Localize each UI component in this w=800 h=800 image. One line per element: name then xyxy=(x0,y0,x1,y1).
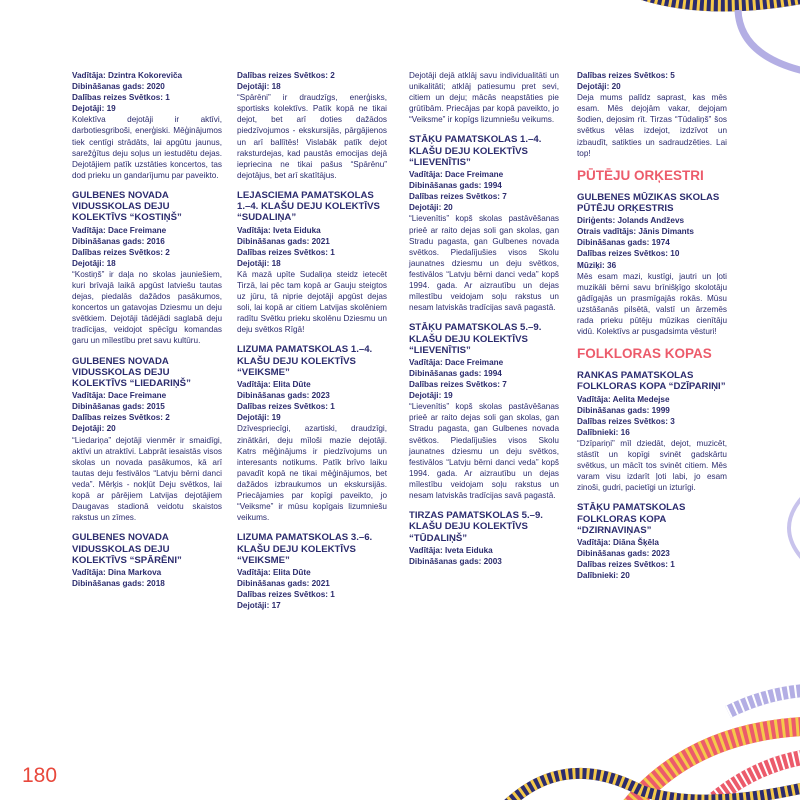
entry-meta: Dibināšanas gads: 1974 xyxy=(577,238,670,248)
page-number: 180 xyxy=(22,764,58,787)
entry-meta: Dejotāji: 18 xyxy=(237,82,281,92)
entry-title: STĀĶU PAMATSKOLAS FOLKLORAS KOPA “DZIRNAVIŅAS” xyxy=(577,502,686,536)
entry-description: “Kostiņš” ir daļa no skolas jauniešiem, kuri brīvajā laikā apgūst latviešu tautas dejas, piedalās dažādos pasākumos, koncertos un gatavojas Dziesmu un deju svētkiem. Dejotāji tādējādi saglabā deju tradīcijas, veidojot spēcīgu komandas garu un mīlestību pret savu kultūru. xyxy=(72,269,222,346)
entry-title: GULBENES NOVADA VIDUSSKOLAS DEJU KOLEKTĪVS “KOSTIŅŠ” xyxy=(72,189,182,224)
entry-title: STĀĶU PAMATSKOLAS 1.–4. KLAŠU DEJU KOLEKTĪVS “LIEVENĪTIS” xyxy=(409,134,542,168)
entry-meta: Dalības reizes Svētkos: 3 xyxy=(577,416,675,426)
entry-title: GULBENES MŪZIKAS SKOLAS PŪTĒJU ORĶESTRIS xyxy=(577,191,720,214)
entry-meta: Dalības reizes Svētkos: 7 xyxy=(409,380,507,390)
entry-description: “Lievenītis” kopš skolas pastāvēšanas prieē ar raito dejas soli gan skolas, gan Stradu pagasta, gan Gulbenes novada svētkos. Piedalījušies visos Skolu jaunatnes dziesmu un deju svētkos, festivālos “Latvju bērni danci veda” kopš 1994. gada. Ar aizrautību un dejas mīlestību veidojam soļu rakstus un nesam latviskās tradīcijas savā pagastā. xyxy=(409,214,559,313)
entry-veiksme-3-6 xyxy=(237,532,387,611)
entry-veiksme-1-4 xyxy=(237,344,387,523)
entry-meta: Dalības reizes Svētkos: 1 xyxy=(237,247,335,257)
column-1 xyxy=(72,70,222,598)
entry-meta: Dejotāji: 18 xyxy=(72,258,116,268)
entry-meta: Vadītāja: Dace Freimane xyxy=(72,391,167,401)
entry-meta: Dalības reizes Svētkos: 1 xyxy=(237,402,335,412)
entry-spareni xyxy=(72,532,222,589)
entry-meta: Vadītāja: Dina Markova xyxy=(72,567,162,577)
right-lavender-arc xyxy=(789,486,800,570)
bottom-right-lavender-stripe xyxy=(728,690,800,712)
entry-meta: Dalības reizes Svētkos: 2 xyxy=(72,413,170,423)
entry-gulbenes-orkestris xyxy=(577,192,727,337)
entry-meta: Dibināšanas gads: 2023 xyxy=(577,549,670,559)
entry-meta: Dejotāji: 20 xyxy=(72,424,116,434)
bottom-yellow-wave-stripe xyxy=(500,773,800,800)
entry-description: Mēs esam mazi, kustīgi, jautri un ļoti muzikāli bērni savu brīnišķīgo skolotāju gādīgajās un prasmīgajās rokās. Mūsu uzstāšanās pilsētā, valstī un ārzemēs rada prieku pūtēju mūzikas cienītāju vidū. Kolektīvs ar pusgadsimta vēsturi! xyxy=(577,271,727,337)
entry-sudalina xyxy=(237,190,387,336)
entry-description: “Lievenītis” kopš skolas pastāvēšanas prieē ar raito dejas soli gan skolas, gan Stradu pagasta, gan Gulbenes novada svētkos. Piedalījušies visos Skolu jaunatnes dziesmu un deju svētkos, festivālos “Latvju bērni danci veda” kopš 1994. gada. Ar aizrautību un dejas mīlestību veidojam soļu rakstus un nesam latviskās tradīcijas savā pagastā. xyxy=(409,402,559,501)
entry-meta: Dejotāji: 17 xyxy=(237,601,281,611)
entry-tudalins xyxy=(409,510,559,567)
entry-kostins xyxy=(72,190,222,347)
entry-meta: Vadītāja: Iveta Eiduka xyxy=(237,225,321,235)
entry-liedarins xyxy=(72,356,222,524)
entry-meta: Dalības reizes Svētkos: 1 xyxy=(72,93,170,103)
entry-meta: Mūziķi: 36 xyxy=(577,260,617,270)
entry-meta: Dibināšanas gads: 2003 xyxy=(409,556,502,566)
entry-continued-kolektivs xyxy=(72,70,222,181)
entry-meta: Vadītāja: Elita Dūte xyxy=(237,380,311,390)
entry-meta: Dalības reizes Svētkos: 2 xyxy=(72,247,170,257)
entry-meta: Vadītāja: Elita Dūte xyxy=(237,567,311,577)
entry-title: TIRZAS PAMATSKOLAS 5.–9. KLAŠU DEJU KOLEKTĪVS “TŪDALIŅŠ” xyxy=(409,510,543,544)
entry-meta: Dalībnieki: 16 xyxy=(577,427,630,437)
entry-meta: Dibināšanas gads: 2015 xyxy=(72,402,165,412)
top-right-stripe-band xyxy=(642,0,800,6)
column-3 xyxy=(409,70,559,576)
entry-meta: Dalības reizes Svētkos: 10 xyxy=(577,249,680,259)
entry-meta: Dalības reizes Svētkos: 7 xyxy=(409,192,507,202)
top-right-lavender-arc xyxy=(738,10,800,74)
entry-meta: Dibināšanas gads: 1994 xyxy=(409,369,502,378)
section-heading-puteju-orkestri: PŪTĒJU ORĶESTRI xyxy=(577,167,704,183)
entry-meta: Dejotāji: 20 xyxy=(577,82,621,92)
entry-continued-spareni xyxy=(237,70,387,181)
entry-meta: Dalības reizes Svētkos: 1 xyxy=(577,560,675,570)
entry-dziparini xyxy=(577,370,727,493)
entry-meta: Dalībnieki: 20 xyxy=(577,571,630,581)
entry-description: “Liedariņa” dejotāji vienmēr ir smaidīgi, aktīvi un atraktīvi. Labprāt iesaistās visos skolas un novada pasākumos, kā arī tautas deju festivālos “Latvju bērni danci veda”. Mērķis - nokļūt Deju svētkos, lai kopā ar pārējiem Latvijas dejotājiem Daugavas stadionā veidotu skaistos rakstus un zīmes. xyxy=(72,435,222,523)
entry-title: GULBENES NOVADA VIDUSSKOLAS DEJU KOLEKTĪVS “LIEDARIŅŠ” xyxy=(72,355,191,389)
column-2 xyxy=(237,70,387,620)
entry-meta: Dejotāji: 18 xyxy=(237,258,281,268)
entry-meta: Dibināšanas gads: 1999 xyxy=(577,405,670,415)
section-heading-folkloras-kopas: FOLKLORAS KOPAS xyxy=(577,346,712,362)
entry-title: LIZUMA PAMATSKOLAS 1.–4. KLAŠU DEJU KOLEKTĪVS “VEIKSME” xyxy=(237,344,373,378)
entry-title: STĀĶU PAMATSKOLAS 5.–9. KLAŠU DEJU KOLEKTĪVS “LIEVENĪTIS” xyxy=(409,322,542,356)
entry-description: Kolektīva dejotāji ir aktīvi, darbotiesgriboši, enerģiski. Mēģinājumos tiek centīgi strādāts, lai apgūtu jaunus, sarežģītus deju soļus un iestudētu dejas. Dejotājiem patīk uzstāties koncertos, tas dod prieku un gandarījumu par paveikto. xyxy=(72,115,222,180)
entry-meta: Dejotāji: 20 xyxy=(409,203,453,213)
column-4 xyxy=(577,70,727,590)
entry-meta: Vadītāja: Dace Freimane xyxy=(409,357,504,367)
entry-title: GULBENES NOVADA VIDUSSKOLAS DEJU KOLEKTĪVS “SPĀRĒNI” xyxy=(72,532,182,566)
entry-description: Kā mazā upīte Sudaliņa steidz ietecēt Tirzā, lai pēc tam kopā ar Gauju steigtos uz jūru, tā niprie dejotāji apgūst dejas soli, lai kopā ar citiem Latvijas skolēniem radītu Svētku prieku skolēnu Dziesmu un deju svētkos Rīgā! xyxy=(237,269,387,335)
entry-description: “Spārēni” ir draudzīgs, enerģisks, sportisks kolektīvs. Patīk kopā ne tikai dejot, bet arī doties dažādos piedzīvojumos - ekskursijās, pārgājienos un arī ballītēs! Vislabāk patīk dejot raksturdejas, kad paustās emocijas dejā iepriecina ne tikai pašus “Spārēnu” dejotājus, bet arī skatītājus. xyxy=(237,93,387,180)
entry-lievenitis-5-9 xyxy=(409,322,559,501)
entry-meta: Dejotāji: 19 xyxy=(237,413,281,423)
entry-continued-tudalins xyxy=(577,70,727,159)
entry-title: LIZUMA PAMATSKOLAS 3.–6. KLAŠU DEJU KOLEKTĪVS “VEIKSME” xyxy=(237,532,373,566)
entry-title: RANKAS PAMATSKOLAS FOLKLORAS KOPA “DZĪPARIŅI” xyxy=(577,370,726,393)
entry-meta: Dibināšanas gads: 2023 xyxy=(237,391,330,401)
entry-meta: Dejotāji: 19 xyxy=(72,104,116,114)
entry-meta: Vadītāja: Aelita Medejse xyxy=(577,394,670,404)
entry-description: Deja mums palīdz saprast, kas mēs esam. Mēs dejojām vakar, dejojam šodien, dejosim rīt. Tirzas “Tūdaliņš” šos svētkus vēlas izdejot, izdzīvot un izbaudīt, satikties un sadraudzēties. Lai top! xyxy=(577,93,727,158)
entry-meta: Dibināšanas gads: 2021 xyxy=(237,236,330,246)
entry-meta: Dalības reizes Svētkos: 5 xyxy=(577,71,675,80)
entry-meta: Otrais vadītājs: Jānis Dimants xyxy=(577,227,694,237)
entry-description: Dejotāji dejā atklāj savu individualitāti un unikalitāti; atklāj patiesumu pret sevi, citiem un deju; mācās neapstāties pie grūtībām. Priecājas par kopā paveikto, jo “Veiksme” ir kopīgs lizumniešu veikums. xyxy=(409,71,559,125)
entry-meta: Vadītāja: Dzintra Kokoreviča xyxy=(72,71,183,80)
entry-meta: Vadītāja: Iveta Eiduka xyxy=(409,545,493,555)
entry-meta: Diriģents: Jolands Andževs xyxy=(577,216,685,226)
entry-description: “Dzīpariņi” mīl dziedāt, dejot, muzicēt, stāstīt un kopīgi svinēt gadskārtu svētkus, un mācīt tos svinēt citiem. Mēs varam visu izdarīt ļoti labi, jo esam zinoši, gudri, pacietīgi un izturīgi. xyxy=(577,438,727,493)
entry-meta: Dibināšanas gads: 2020 xyxy=(72,82,165,92)
entry-title: LEJASCIEMA PAMATSKOLAS 1.–4. KLAŠU DEJU KOLEKTĪVS “SUDALIŅA” xyxy=(237,189,380,224)
entry-description: Dzīvespriecīgi, azartiski, draudzīgi, zinātkāri, deju mīloši mazie dejotāji. Katrs mēģinājums ir piedzīvojums un interesants notikums. Patīk brīvo laiku pavadīt kopā ne tikai mēģinājumos, bet dažādos izbraukumos un ekskursijās. Priecājamies par kopīgi paveikto, jo “Veiksme” ir mūsu kopīgais lizumniešu veikums. xyxy=(237,424,387,523)
entry-dzirnavinas xyxy=(577,502,727,581)
bottom-right-pink-stripe xyxy=(700,756,800,800)
entry-continued-veiksme xyxy=(409,70,559,125)
bottom-right-orange-stripe xyxy=(626,726,800,800)
entry-meta: Dalības reizes Svētkos: 1 xyxy=(237,590,335,600)
entry-meta: Dibināšanas gads: 1994 xyxy=(409,181,502,191)
entry-meta: Dibināšanas gads: 2021 xyxy=(237,579,330,589)
entry-meta: Vadītāja: Dace Freimane xyxy=(72,225,167,235)
entry-meta: Vadītāja: Diāna Šķēla xyxy=(577,538,659,548)
entry-meta: Vadītāja: Dace Freimane xyxy=(409,170,504,180)
entry-meta: Dibināšanas gads: 2018 xyxy=(72,579,165,589)
entry-meta: Dibināšanas gads: 2016 xyxy=(72,236,165,246)
entry-meta: Dejotāji: 19 xyxy=(409,391,453,401)
entry-meta: Dalības reizes Svētkos: 2 xyxy=(237,71,335,80)
entry-lievenitis-1-4 xyxy=(409,134,559,313)
